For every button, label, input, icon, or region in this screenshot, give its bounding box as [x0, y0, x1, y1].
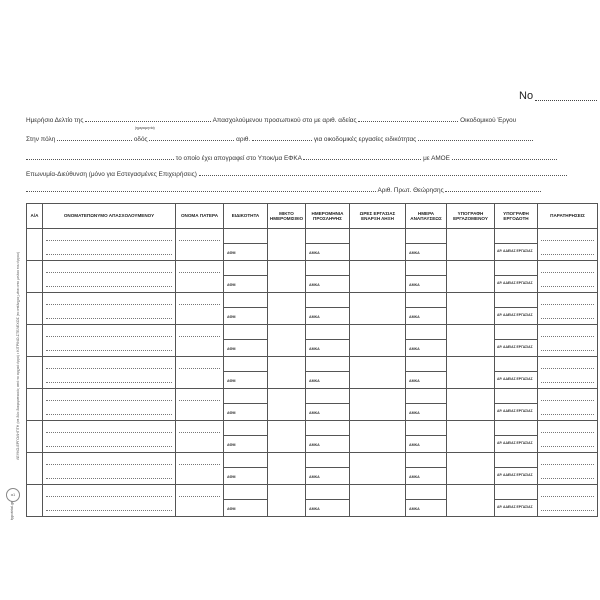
- cell-father[interactable]: [176, 325, 224, 357]
- date-field[interactable]: [85, 115, 211, 122]
- cell-specialty[interactable]: [224, 293, 268, 325]
- cell-specialty[interactable]: [224, 325, 268, 357]
- cell-employee-signature[interactable]: [447, 357, 495, 389]
- header-line-3: [26, 153, 557, 162]
- cell-aa[interactable]: [27, 453, 43, 485]
- col-wage: ΜΙΚΤΟ ΗΜΕΡΟΜΙΣΘΙΟ: [268, 204, 306, 229]
- amka-label: ΑΜΚΑ: [409, 379, 420, 383]
- work-permit-label: ΑΡ. ΑΔΕΙΑΣ ΕΡΓΑΣΙΑΣ: [497, 409, 533, 413]
- cell-remarks[interactable]: [538, 261, 598, 293]
- cell-hours[interactable]: [350, 325, 406, 357]
- city-field[interactable]: [57, 134, 132, 141]
- cell-employer-signature[interactable]: [495, 325, 538, 357]
- company-label: Επωνυμία-Διεύθυνση (μόνο για Εστεγασμένες Επιχειρήσεις): [26, 171, 197, 178]
- cell-father[interactable]: [176, 389, 224, 421]
- col-rest-day: ΗΜΕΡΑ ΑΝΑΠΑΥΣΕΩΣ: [406, 204, 447, 229]
- cell-hours[interactable]: [350, 229, 406, 261]
- cell-remarks[interactable]: [538, 357, 598, 389]
- table-row: [27, 325, 598, 357]
- table-header-row: [27, 204, 598, 229]
- work-permit-label: ΑΡ. ΑΔΕΙΑΣ ΕΡΓΑΣΙΑΣ: [497, 313, 533, 317]
- city-label: Στην πόλη: [26, 136, 56, 143]
- table-row: [27, 485, 598, 517]
- cell-remarks[interactable]: [538, 421, 598, 453]
- efka-label: το οποίο έχει απογραφεί στο Υποκ/μα ΕΦΚΑ: [175, 155, 302, 162]
- work-permit-label: ΑΡ. ΑΔΕΙΑΣ ΕΡΓΑΣΙΑΣ: [497, 281, 533, 285]
- amka-label: ΑΜΚΑ: [409, 251, 420, 255]
- cell-rest-day[interactable]: [406, 421, 447, 453]
- cell-aa[interactable]: [27, 261, 43, 293]
- cell-aa[interactable]: [27, 485, 43, 517]
- cell-remarks[interactable]: [538, 325, 598, 357]
- cell-aa[interactable]: [27, 293, 43, 325]
- cell-name[interactable]: [43, 453, 176, 485]
- work-permit-label: ΑΡ. ΑΔΕΙΑΣ ΕΡΓΑΣΙΑΣ: [497, 249, 533, 253]
- table-row: [27, 261, 598, 293]
- table-row: [27, 357, 598, 389]
- street-label: οδός: [133, 136, 148, 143]
- cell-hire-date[interactable]: [306, 293, 350, 325]
- number-label: No: [519, 90, 534, 102]
- amka-label: ΑΜΚΑ: [409, 411, 420, 415]
- cell-hire-date[interactable]: [306, 325, 350, 357]
- cell-wage[interactable]: [268, 389, 306, 421]
- publisher-logo: α1: [6, 488, 20, 502]
- cell-rest-day[interactable]: [406, 453, 447, 485]
- amka-label: ΑΜΚΑ: [309, 507, 320, 511]
- amka-label: ΑΜΚΑ: [409, 443, 420, 447]
- cell-hire-date[interactable]: [306, 421, 350, 453]
- afm-label: ΑΦΜ: [227, 283, 236, 287]
- amka-label: ΑΜΚΑ: [309, 379, 320, 383]
- amka-label: ΑΜΚΑ: [309, 347, 320, 351]
- col-employer-signature: ΥΠΟΓΡΑΦΗ ΕΡΓΟΔΟΤΗ: [495, 204, 538, 229]
- cell-name[interactable]: [43, 485, 176, 517]
- cell-rest-day[interactable]: [406, 357, 447, 389]
- cell-hire-date[interactable]: [306, 229, 350, 261]
- line3-field[interactable]: [26, 153, 174, 160]
- amoe-label: με ΑΜΟΕ: [423, 155, 450, 162]
- permit-field[interactable]: [358, 115, 458, 122]
- cell-wage[interactable]: [268, 357, 306, 389]
- cell-employer-signature[interactable]: [495, 453, 538, 485]
- afm-label: ΑΦΜ: [227, 347, 236, 351]
- cell-name[interactable]: [43, 389, 176, 421]
- cell-remarks[interactable]: [538, 485, 598, 517]
- table-row: [27, 229, 598, 261]
- line5-field[interactable]: [26, 185, 376, 192]
- table-row: [27, 421, 598, 453]
- cell-remarks[interactable]: [538, 453, 598, 485]
- number-field[interactable]: [535, 100, 597, 101]
- cell-wage[interactable]: [268, 261, 306, 293]
- cell-employer-signature[interactable]: [495, 261, 538, 293]
- cell-aa[interactable]: [27, 357, 43, 389]
- cell-wage[interactable]: [268, 453, 306, 485]
- company-field[interactable]: [199, 169, 567, 176]
- cell-employee-signature[interactable]: [447, 485, 495, 517]
- header-line-2: [26, 134, 533, 143]
- table-row: [27, 453, 598, 485]
- cell-hours[interactable]: [350, 293, 406, 325]
- amka-label: ΑΜΚΑ: [309, 315, 320, 319]
- cell-employee-signature[interactable]: [447, 421, 495, 453]
- street-number-field[interactable]: [252, 134, 312, 141]
- cell-hire-date[interactable]: [306, 261, 350, 293]
- specialty-field[interactable]: [418, 134, 533, 141]
- street-field[interactable]: [149, 134, 234, 141]
- cell-wage[interactable]: [268, 485, 306, 517]
- cell-name[interactable]: [43, 421, 176, 453]
- cell-wage[interactable]: [268, 325, 306, 357]
- cell-rest-day[interactable]: [406, 325, 447, 357]
- daily-sheet-label: Ημερήσιο Δελτίο της: [26, 117, 84, 124]
- specialty-label: για οικοδομικές εργασίες ειδικότητας: [313, 136, 417, 143]
- permit-label: Απασχολούμενου προσωπικού στο με αριθ. αδείας: [212, 117, 357, 124]
- col-hours: ΩΡΕΣ ΕΡΓΑΣΙΑΣ ΕΝΑΡΞΗ ΛΗΞΗ: [350, 204, 406, 229]
- cell-rest-day[interactable]: [406, 389, 447, 421]
- amka-label: ΑΜΚΑ: [309, 443, 320, 447]
- afm-label: ΑΦΜ: [227, 443, 236, 447]
- work-permit-label: ΑΡ. ΑΔΕΙΑΣ ΕΡΓΑΣΙΑΣ: [497, 473, 533, 477]
- cell-rest-day[interactable]: [406, 261, 447, 293]
- cell-name[interactable]: [43, 325, 176, 357]
- amka-label: ΑΜΚΑ: [309, 411, 320, 415]
- cell-remarks[interactable]: [538, 389, 598, 421]
- cell-employer-signature[interactable]: [495, 357, 538, 389]
- amoe-field[interactable]: [452, 153, 557, 160]
- cell-aa[interactable]: [27, 229, 43, 261]
- cell-specialty[interactable]: [224, 229, 268, 261]
- cell-hours[interactable]: [350, 261, 406, 293]
- cell-employer-signature[interactable]: [495, 485, 538, 517]
- cell-hire-date[interactable]: [306, 453, 350, 485]
- cell-employer-signature[interactable]: [495, 229, 538, 261]
- cell-hours[interactable]: [350, 421, 406, 453]
- publisher-site: typotrial.gr: [9, 501, 14, 520]
- cell-hire-date[interactable]: [306, 485, 350, 517]
- table-row: [27, 293, 598, 325]
- cell-remarks[interactable]: [538, 293, 598, 325]
- afm-label: ΑΦΜ: [227, 507, 236, 511]
- protocol-label: Αριθ. Πρωτ. Θεώρησης: [377, 187, 444, 194]
- cell-employer-signature[interactable]: [495, 389, 538, 421]
- cell-employee-signature[interactable]: [447, 389, 495, 421]
- cell-father[interactable]: [176, 421, 224, 453]
- amka-label: ΑΜΚΑ: [409, 475, 420, 479]
- work-permit-label: ΑΡ. ΑΔΕΙΑΣ ΕΡΓΑΣΙΑΣ: [497, 377, 533, 381]
- cell-father[interactable]: [176, 261, 224, 293]
- cell-father[interactable]: [176, 293, 224, 325]
- cell-hours[interactable]: [350, 357, 406, 389]
- amka-label: ΑΜΚΑ: [309, 475, 320, 479]
- cell-specialty[interactable]: [224, 453, 268, 485]
- cell-specialty[interactable]: [224, 261, 268, 293]
- cell-employee-signature[interactable]: [447, 229, 495, 261]
- amka-label: ΑΜΚΑ: [309, 283, 320, 287]
- cell-specialty[interactable]: [224, 421, 268, 453]
- table-row: [27, 389, 598, 421]
- work-permit-label: ΑΡ. ΑΔΕΙΑΣ ΕΡΓΑΣΙΑΣ: [497, 505, 533, 509]
- cell-wage[interactable]: [268, 421, 306, 453]
- cell-employee-signature[interactable]: [447, 325, 495, 357]
- cell-employee-signature[interactable]: [447, 261, 495, 293]
- header-line-4: [26, 169, 567, 178]
- work-permit-label: ΑΡ. ΑΔΕΙΑΣ ΕΡΓΑΣΙΑΣ: [497, 345, 533, 349]
- afm-label: ΑΦΜ: [227, 315, 236, 319]
- cell-hours[interactable]: [350, 453, 406, 485]
- cell-name[interactable]: [43, 261, 176, 293]
- number-street-label: αριθ.: [236, 136, 251, 143]
- cell-aa[interactable]: [27, 389, 43, 421]
- cell-specialty[interactable]: [224, 357, 268, 389]
- col-name: ΟΝΟΜΑΤΕΠΩΝΥΜΟ ΑΠΑΣΧΟΛΟΥΜΕΝΟΥ: [43, 204, 176, 229]
- cell-wage[interactable]: [268, 229, 306, 261]
- col-father: ΟΝΟΜΑ ΠΑΤΕΡΑ: [176, 204, 224, 229]
- header-line-5: [26, 185, 541, 194]
- protocol-field[interactable]: [445, 185, 541, 192]
- cell-father[interactable]: [176, 453, 224, 485]
- col-employee-signature: ΥΠΟΓΡΑΦΗ ΕΡΓΑΖΟΜΕΝΟΥ: [447, 204, 495, 229]
- amka-label: ΑΜΚΑ: [309, 251, 320, 255]
- afm-label: ΑΦΜ: [227, 379, 236, 383]
- cell-wage[interactable]: [268, 293, 306, 325]
- amka-label: ΑΜΚΑ: [409, 347, 420, 351]
- afm-label: ΑΦΜ: [227, 251, 236, 255]
- afm-label: ΑΦΜ: [227, 475, 236, 479]
- col-hire-date: ΗΜΕΡΟΜΗΝΙΑ ΠΡΟΣΛΗΨΗΣ: [306, 204, 350, 229]
- work-permit-label: ΑΡ. ΑΔΕΙΑΣ ΕΡΓΑΣΙΑΣ: [497, 441, 533, 445]
- cell-rest-day[interactable]: [406, 229, 447, 261]
- col-aa: Α/Α: [27, 204, 43, 229]
- cell-name[interactable]: [43, 293, 176, 325]
- cell-specialty[interactable]: [224, 389, 268, 421]
- cell-specialty[interactable]: [224, 485, 268, 517]
- cell-rest-day[interactable]: [406, 293, 447, 325]
- col-specialty: ΕΙΔΙΚΟΤΗΤΑ: [224, 204, 268, 229]
- cell-rest-day[interactable]: [406, 485, 447, 517]
- cell-remarks[interactable]: [538, 229, 598, 261]
- cell-hire-date[interactable]: [306, 357, 350, 389]
- cell-employee-signature[interactable]: [447, 453, 495, 485]
- cell-father[interactable]: [176, 357, 224, 389]
- amka-label: ΑΜΚΑ: [409, 315, 420, 319]
- side-vertical-text: ΛΕΥΚΟ-ΕΡΓΟΛΗΠΤΗ (σε δύο διαφορετικούς από το αρχικό έργο) • ΚΙΤΡΙΝΟ-ΣΤΕΛΕΧΟΣ (το στέλεχος μένει στο μπλοκ του έργου): [16, 251, 20, 460]
- header-line-1: [26, 115, 516, 124]
- col-remarks: ΠΑΡΑΤΗΡΗΣΕΙΣ: [538, 204, 598, 229]
- cell-employee-signature[interactable]: [447, 293, 495, 325]
- cell-name[interactable]: [43, 357, 176, 389]
- cell-father[interactable]: [176, 229, 224, 261]
- efka-field[interactable]: [303, 153, 421, 160]
- cell-aa[interactable]: [27, 421, 43, 453]
- cell-hours[interactable]: [350, 485, 406, 517]
- cell-aa[interactable]: [27, 325, 43, 357]
- cell-hours[interactable]: [350, 389, 406, 421]
- cell-hire-date[interactable]: [306, 389, 350, 421]
- cell-employer-signature[interactable]: [495, 421, 538, 453]
- afm-label: ΑΦΜ: [227, 411, 236, 415]
- date-sublabel: (ημερομηνία): [135, 126, 155, 130]
- project-label: Οικοδομικού Έργου: [460, 117, 517, 124]
- cell-name[interactable]: [43, 229, 176, 261]
- cell-father[interactable]: [176, 485, 224, 517]
- amka-label: ΑΜΚΑ: [409, 283, 420, 287]
- amka-label: ΑΜΚΑ: [409, 507, 420, 511]
- cell-employer-signature[interactable]: [495, 293, 538, 325]
- employee-table: [26, 203, 598, 517]
